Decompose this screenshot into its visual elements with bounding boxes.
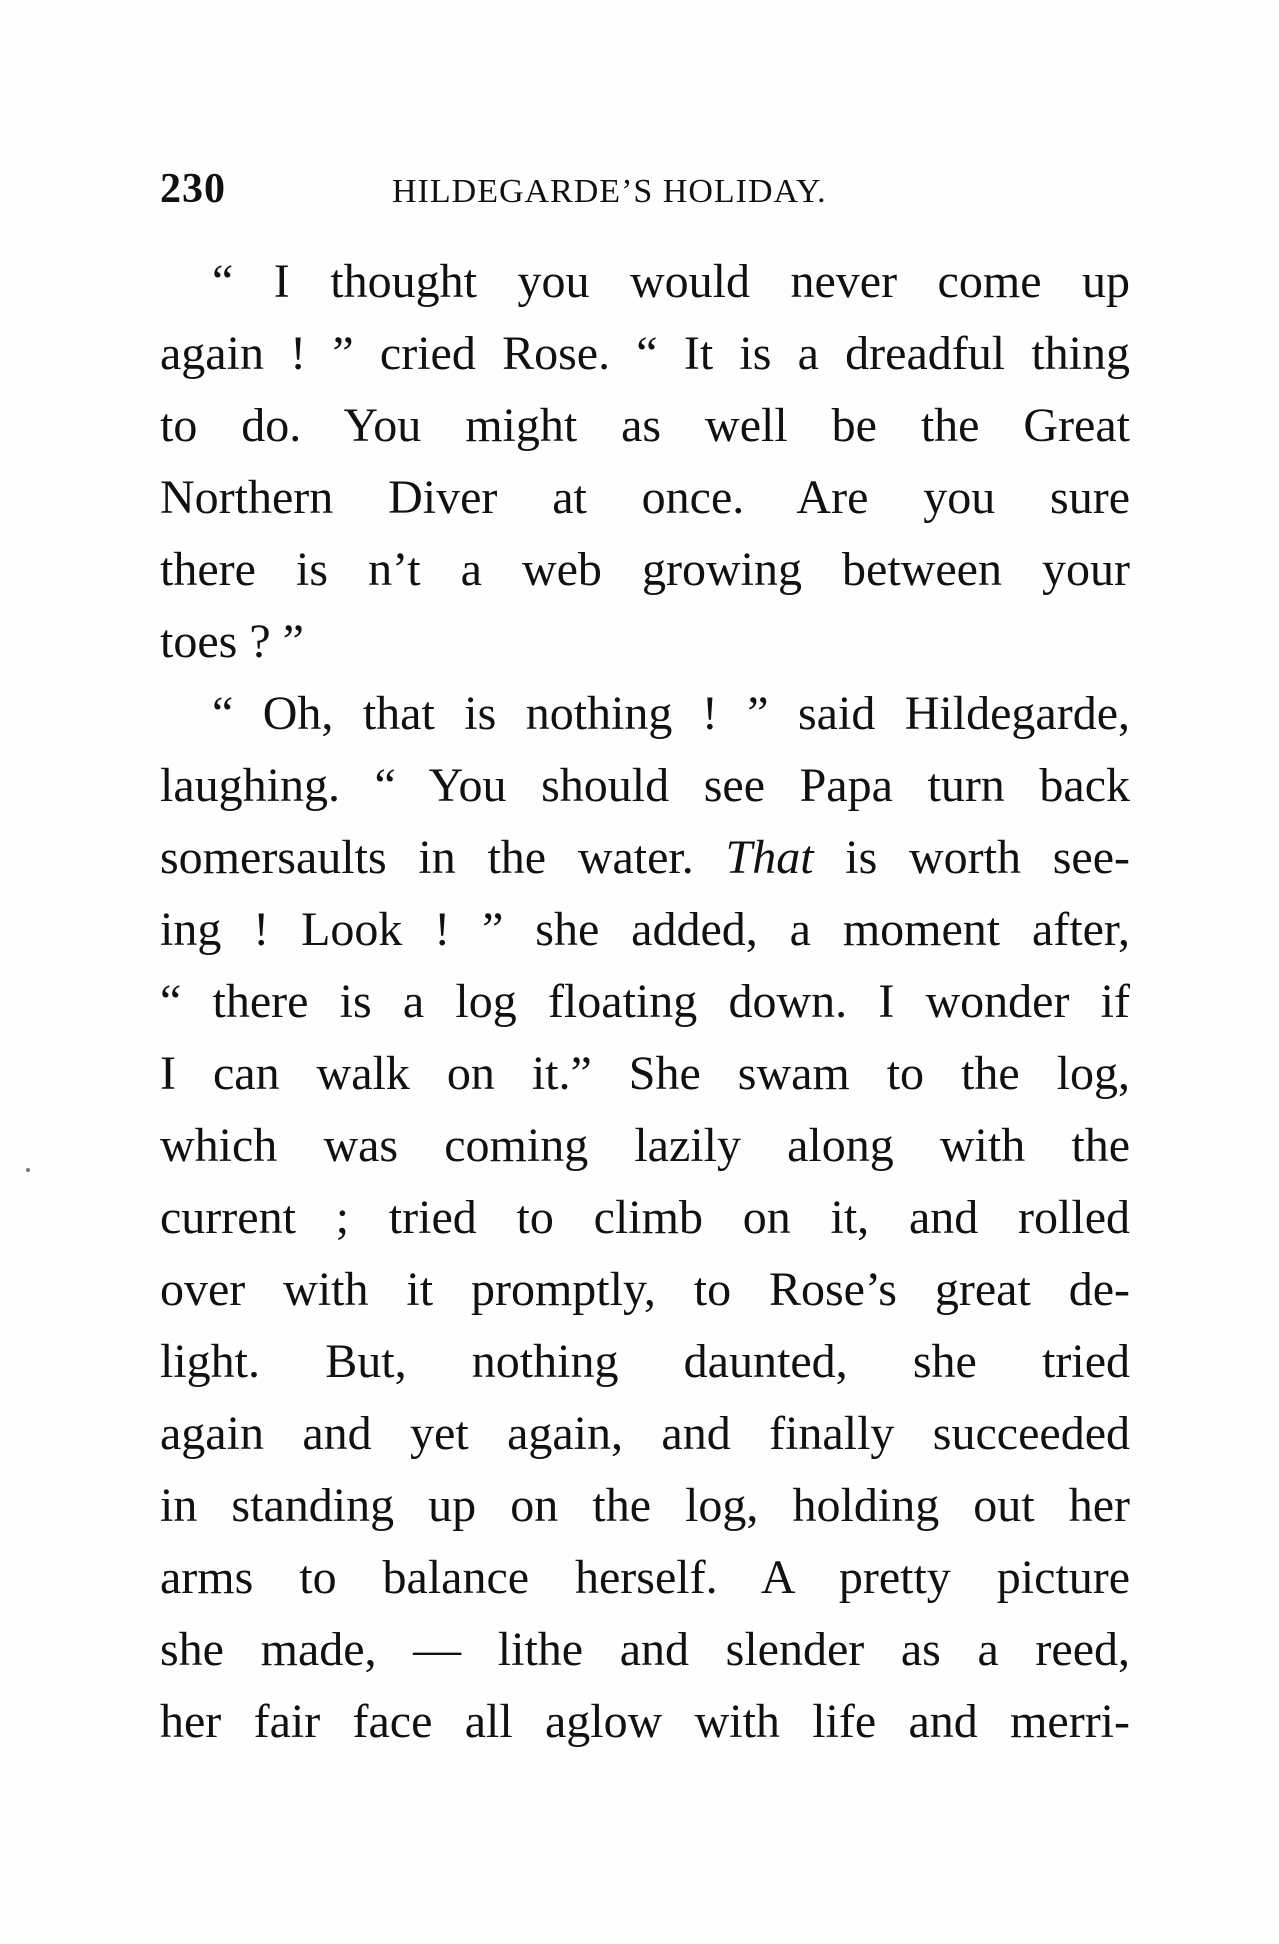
text-line: “ Oh, that is nothing ! ” said Hildegarde, bbox=[212, 687, 1130, 740]
text-line: laughing. “ You should see Papa turn back bbox=[160, 759, 1130, 812]
text-line: arms to balance herself. A pretty picture bbox=[160, 1551, 1130, 1604]
text-segment: somersaults in the water. bbox=[160, 831, 694, 884]
running-title: HILDEGARDE’S HOLIDAY. bbox=[392, 173, 827, 210]
text-line: ing ! Look ! ” she added, a moment after, bbox=[160, 903, 1130, 956]
text-line: in standing up on the log, holding out her bbox=[160, 1479, 1130, 1532]
text-line: there is n’t a web growing between your bbox=[160, 543, 1130, 596]
text-line: which was coming lazily along with the bbox=[160, 1119, 1130, 1172]
text-line: current ; tried to climb on it, and rolled bbox=[160, 1191, 1130, 1244]
text-segment: is worth see- bbox=[845, 831, 1130, 884]
text-line: to do. You might as well be the Great bbox=[160, 399, 1130, 452]
print-speck bbox=[26, 1168, 30, 1172]
page-number: 230 bbox=[160, 166, 226, 212]
text-line: I can walk on it.” She swam to the log, bbox=[160, 1047, 1130, 1100]
text-line: Northern Diver at once. Are you sure bbox=[160, 471, 1130, 524]
text-line: “ I thought you would never come up bbox=[212, 255, 1130, 308]
text-line: “ there is a log floating down. I wonder if bbox=[160, 975, 1130, 1028]
emphasized-word: That bbox=[725, 831, 814, 884]
text-line: again and yet again, and finally succeeded bbox=[160, 1407, 1130, 1460]
text-line: light. But, nothing daunted, she tried bbox=[160, 1335, 1130, 1388]
text-line: again ! ” cried Rose. “ It is a dreadful thing bbox=[160, 327, 1130, 380]
body-text bbox=[160, 246, 1130, 1758]
text-line: over with it promptly, to Rose’s great de- bbox=[160, 1263, 1130, 1316]
text-line: toes ? ” bbox=[160, 615, 304, 668]
text-line: her fair face all aglow with life and merri- bbox=[160, 1695, 1130, 1748]
text-line: she made, — lithe and slender as a reed, bbox=[160, 1623, 1130, 1676]
text-line-mixed bbox=[160, 822, 1130, 894]
running-head bbox=[160, 165, 1130, 225]
